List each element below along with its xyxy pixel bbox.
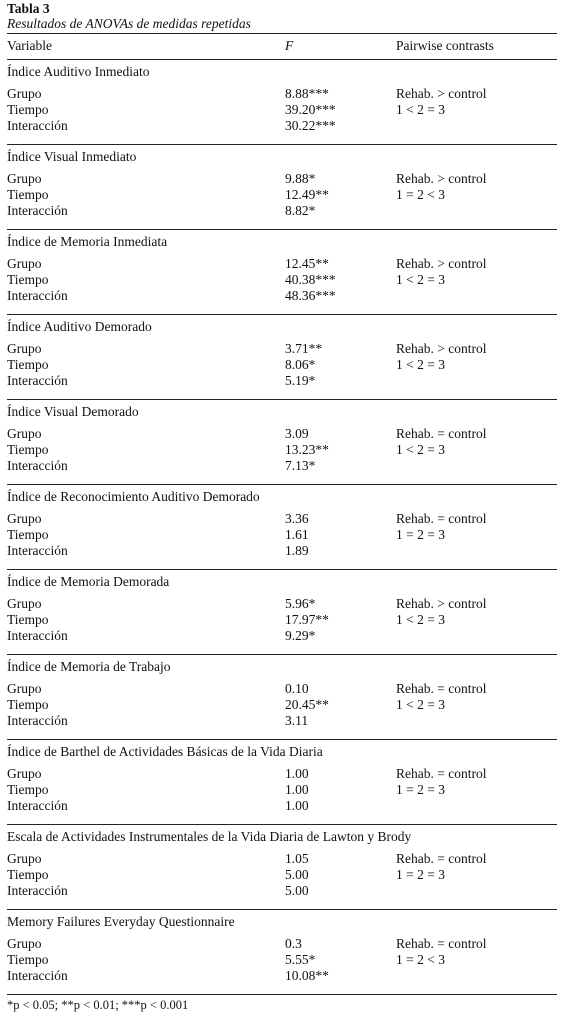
table-row <box>7 697 562 713</box>
section-title: Índice Auditivo Inmediato <box>7 64 150 79</box>
table-row <box>7 681 562 697</box>
pairwise-contrast: Rehab. > control <box>396 256 487 271</box>
table-section <box>7 910 562 994</box>
table-row <box>7 612 562 628</box>
section-title: Índice Auditivo Demorado <box>7 319 152 334</box>
table-subtitle: Resultados de ANOVAs de medidas repetidas <box>7 16 251 31</box>
table-row <box>7 596 562 612</box>
table-footnote: *p < 0.05; **p < 0.01; ***p < 0.001 <box>7 998 189 1012</box>
table-row <box>7 867 562 883</box>
row-label: Grupo <box>7 341 42 356</box>
pairwise-contrast: Rehab. = control <box>396 936 487 951</box>
pairwise-contrast: 1 < 2 = 3 <box>396 357 445 372</box>
f-value: 3.09 <box>285 426 309 441</box>
f-value: 5.55* <box>285 952 316 967</box>
f-value: 13.23** <box>285 442 329 457</box>
f-value: 7.13* <box>285 458 316 473</box>
table-row <box>7 203 562 219</box>
row-label: Tiempo <box>7 867 49 882</box>
pairwise-contrast: Rehab. = control <box>396 766 487 781</box>
table-section <box>7 655 562 739</box>
f-value: 3.36 <box>285 511 309 526</box>
pairwise-contrast: 1 < 2 = 3 <box>396 612 445 627</box>
row-label: Grupo <box>7 936 42 951</box>
section-title: Índice Visual Demorado <box>7 404 139 419</box>
pairwise-contrast: Rehab. > control <box>396 171 487 186</box>
f-value: 12.49** <box>285 187 329 202</box>
row-label: Tiempo <box>7 782 49 797</box>
row-label: Interacción <box>7 203 68 218</box>
row-label: Grupo <box>7 851 42 866</box>
row-label: Grupo <box>7 426 42 441</box>
table-row <box>7 851 562 867</box>
section-title: Índice de Memoria Demorada <box>7 574 170 589</box>
f-value: 1.00 <box>285 766 309 781</box>
table-row <box>7 766 562 782</box>
f-value: 3.71** <box>285 341 323 356</box>
row-label: Interacción <box>7 968 68 983</box>
table-row <box>7 628 562 644</box>
table-row <box>7 798 562 814</box>
row-label: Tiempo <box>7 272 49 287</box>
section-title: Índice Visual Inmediato <box>7 149 137 164</box>
f-value: 9.88* <box>285 171 316 186</box>
row-label: Grupo <box>7 171 42 186</box>
f-value: 39.20*** <box>285 102 336 117</box>
row-label: Tiempo <box>7 527 49 542</box>
f-value: 5.00 <box>285 867 309 882</box>
row-label: Tiempo <box>7 952 49 967</box>
row-label: Grupo <box>7 681 42 696</box>
table-header <box>7 34 562 59</box>
row-label: Tiempo <box>7 697 49 712</box>
table-row <box>7 256 562 272</box>
row-label: Interacción <box>7 628 68 643</box>
table-row <box>7 118 562 134</box>
table-row <box>7 373 562 389</box>
pairwise-contrast: 1 = 2 = 3 <box>396 527 445 542</box>
f-value: 17.97** <box>285 612 329 627</box>
table-row <box>7 102 562 118</box>
pairwise-contrast: Rehab. = control <box>396 511 487 526</box>
f-value: 40.38*** <box>285 272 336 287</box>
column-header-f: F <box>285 38 294 53</box>
table-row <box>7 936 562 952</box>
f-value: 48.36*** <box>285 288 336 303</box>
section-title: Memory Failures Everyday Questionnaire <box>7 914 235 929</box>
pairwise-contrast: Rehab. = control <box>396 681 487 696</box>
pairwise-contrast: 1 < 2 = 3 <box>396 442 445 457</box>
pairwise-contrast: 1 < 2 = 3 <box>396 697 445 712</box>
table-row <box>7 782 562 798</box>
table-row <box>7 272 562 288</box>
pairwise-contrast: Rehab. > control <box>396 596 487 611</box>
row-label: Grupo <box>7 596 42 611</box>
row-label: Interacción <box>7 883 68 898</box>
f-value: 5.00 <box>285 883 309 898</box>
column-header-variable: Variable <box>7 38 52 53</box>
pairwise-contrast: Rehab. = control <box>396 426 487 441</box>
row-label: Tiempo <box>7 612 49 627</box>
table-section <box>7 570 562 654</box>
table-title: Tabla 3 <box>7 1 50 16</box>
row-label: Grupo <box>7 256 42 271</box>
f-value: 5.96* <box>285 596 316 611</box>
table-row <box>7 86 562 102</box>
row-label: Tiempo <box>7 187 49 202</box>
table-section <box>7 825 562 909</box>
pairwise-contrast: 1 = 2 = 3 <box>396 782 445 797</box>
row-label: Interacción <box>7 458 68 473</box>
table-row <box>7 426 562 442</box>
table-section <box>7 485 562 569</box>
section-title: Escala de Actividades Instrumentales de la Vida Diaria de Lawton y Brody <box>7 829 412 844</box>
pairwise-contrast: 1 = 2 < 3 <box>396 187 445 202</box>
table-row <box>7 187 562 203</box>
row-label: Tiempo <box>7 442 49 457</box>
table-section <box>7 230 562 314</box>
f-value: 1.00 <box>285 782 309 797</box>
row-label: Interacción <box>7 543 68 558</box>
row-label: Interacción <box>7 798 68 813</box>
f-value: 3.11 <box>285 713 309 728</box>
table-section <box>7 740 562 824</box>
row-label: Grupo <box>7 766 42 781</box>
row-label: Interacción <box>7 373 68 388</box>
section-title: Índice de Barthel de Actividades Básicas de la Vida Diaria <box>7 744 323 759</box>
f-value: 1.89 <box>285 543 309 558</box>
row-label: Grupo <box>7 511 42 526</box>
f-value: 8.06* <box>285 357 316 372</box>
row-label: Tiempo <box>7 102 49 117</box>
table-row <box>7 952 562 968</box>
section-title: Índice de Reconocimiento Auditivo Demorado <box>7 489 260 504</box>
table-section <box>7 400 562 484</box>
f-value: 8.88*** <box>285 86 329 101</box>
table-row <box>7 713 562 729</box>
table-row <box>7 543 562 559</box>
row-label: Interacción <box>7 118 68 133</box>
table-row <box>7 883 562 899</box>
table-row <box>7 527 562 543</box>
f-value: 12.45** <box>285 256 329 271</box>
f-value: 8.82* <box>285 203 316 218</box>
row-label: Grupo <box>7 86 42 101</box>
f-value: 10.08** <box>285 968 329 983</box>
table-row <box>7 341 562 357</box>
row-label: Tiempo <box>7 357 49 372</box>
f-value: 20.45** <box>285 697 329 712</box>
pairwise-contrast: 1 = 2 < 3 <box>396 952 445 967</box>
table-row <box>7 458 562 474</box>
f-value: 30.22*** <box>285 118 336 133</box>
f-value: 5.19* <box>285 373 316 388</box>
row-label: Interacción <box>7 288 68 303</box>
table-row <box>7 288 562 304</box>
table-section <box>7 315 562 399</box>
f-value: 1.61 <box>285 527 309 542</box>
table-row <box>7 511 562 527</box>
pairwise-contrast: Rehab. > control <box>396 86 487 101</box>
row-label: Interacción <box>7 713 68 728</box>
f-value: 9.29* <box>285 628 316 643</box>
section-title: Índice de Memoria de Trabajo <box>7 659 171 674</box>
f-value: 0.3 <box>285 936 302 951</box>
f-value: 1.05 <box>285 851 309 866</box>
table-row <box>7 357 562 373</box>
pairwise-contrast: Rehab. = control <box>396 851 487 866</box>
pairwise-contrast: Rehab. > control <box>396 341 487 356</box>
table-row <box>7 442 562 458</box>
section-title: Índice de Memoria Inmediata <box>7 234 168 249</box>
table-section <box>7 145 562 229</box>
table-section <box>7 60 562 144</box>
pairwise-contrast: 1 = 2 = 3 <box>396 867 445 882</box>
f-value: 0.10 <box>285 681 309 696</box>
table-row <box>7 968 562 984</box>
table-body <box>7 60 562 994</box>
table-row <box>7 171 562 187</box>
table-container <box>7 1 562 1017</box>
column-header-contrasts: Pairwise contrasts <box>396 38 494 53</box>
pairwise-contrast: 1 < 2 = 3 <box>396 272 445 287</box>
pairwise-contrast: 1 < 2 = 3 <box>396 102 445 117</box>
f-value: 1.00 <box>285 798 309 813</box>
